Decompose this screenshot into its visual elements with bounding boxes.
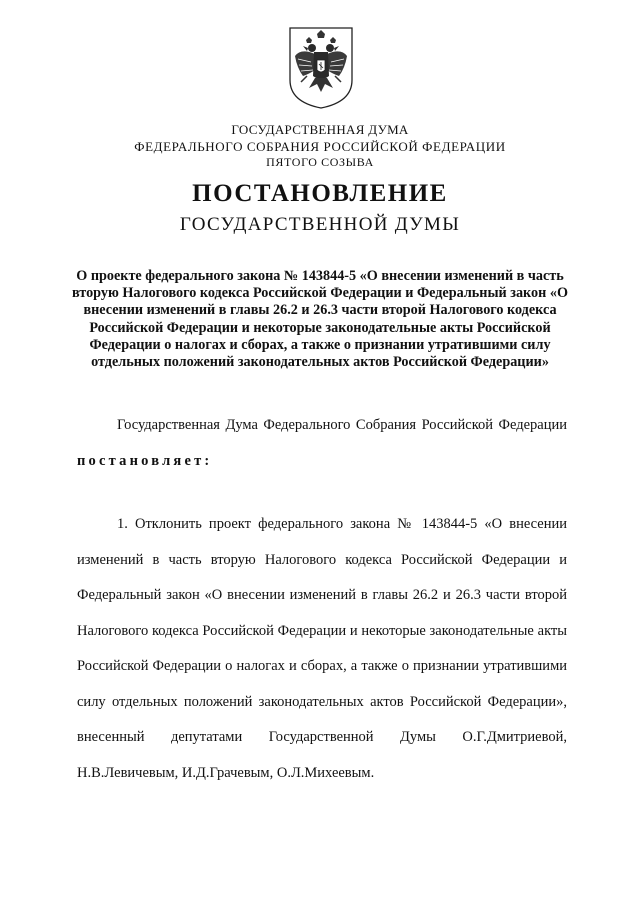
org-line-duma: ГОСУДАРСТВЕННАЯ ДУМА (231, 122, 409, 137)
resolution-verb: постановляет: (77, 452, 213, 469)
clause-1: 1. Отклонить проект федерального закона № 143844-5 «О внесении изменений в часть вторую Налогового кодекса Российской Федерации и Федеральный закон «О внесении изменений в главы 26.2 и 26.3 части второй Налогового кодекса Российской Федерации и некоторые законодательные акты Российской Федерации о налогах и сборах, а также о признании утратившими силу отдельных положений законодательных актов Российской Федерации», внесенный депутатами Государственной Думы О.Г.Дмитриевой, Н.В.Левичевым, И.Д.Грачевым, О.Л.Михеевым. (77, 516, 567, 781)
document-subtitle: ГОСУДАРСТВЕННОЙ ДУМЫ (179, 214, 461, 235)
intro-paragraph (77, 408, 567, 479)
document-title: ПОСТАНОВЛЕНИЕ (192, 180, 448, 207)
intro-text: Государственная Дума Федерального Собрания Российской Федерации (117, 417, 567, 433)
document-subject: О проекте федерального закона № 143844-5 «О внесении изменений в часть вторую Налогового кодекса Российской Федерации и Федеральный закон «О внесении изменений в главы 26.2 и 26.3 части второй Налогового кодекса Российской Федерации и некоторые законодательные акты Российской Федерации о налогах и сборах, а также о признании утратившими силу отдельных положений законодательных актов Российской Федерации» (71, 268, 568, 371)
russian-coat-of-arms-icon (287, 24, 355, 110)
org-line-convocation: ПЯТОГО СОЗЫВА (266, 155, 374, 169)
org-line-federal-assembly: ФЕДЕРАЛЬНОГО СОБРАНИЯ РОССИЙСКОЙ ФЕДЕРАЦИИ (134, 139, 506, 154)
